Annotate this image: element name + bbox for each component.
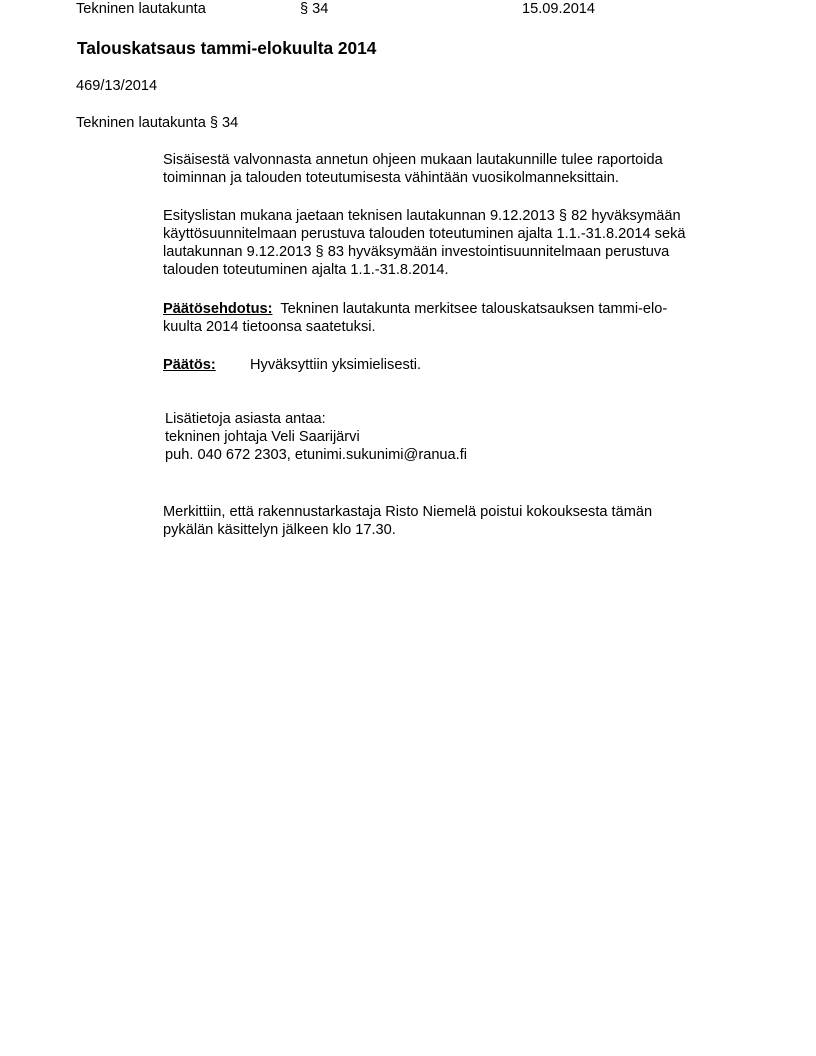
proposal-text: Tekninen lautakunta merkitsee talouskatsauksen tammi-elo- [280, 301, 668, 317]
contact-phone-email: puh. 040 672 2303, etunimi.sukunimi@ranua.fi [165, 447, 468, 463]
proposal-text-continued: kuulta 2014 tietoonsa saatetuksi. [163, 319, 376, 335]
paragraph-line: Sisäisestä valvonnasta annetun ohjeen mukaan lautakunnille tulee raportoida [163, 152, 663, 168]
decision [163, 356, 216, 374]
paragraph-line: lautakunnan 9.12.2013 § 83 hyväksymään investointisuunnitelmaan perustuva [163, 244, 670, 260]
record-number: 469/13/2014 [76, 78, 158, 94]
header-date: 15.09.2014 [522, 1, 596, 17]
paragraph-line: käyttösuunnitelmaan perustuva talouden toteutuminen ajalta 1.1.-31.8.2014 sekä [163, 226, 686, 242]
header-section: § 34 [300, 1, 329, 17]
note-line: Merkittiin, että rakennustarkastaja Risto Niemelä poistui kokouksesta tämän [163, 504, 653, 520]
decision-text: Hyväksyttiin yksimielisesti. [250, 357, 422, 373]
contact-person: tekninen johtaja Veli Saarijärvi [165, 429, 360, 445]
paragraph-intro [163, 151, 753, 187]
paragraph-attachment [163, 207, 753, 279]
committee-reference: Tekninen lautakunta § 34 [76, 115, 239, 131]
paragraph-line: Esityslistan mukana jaetaan teknisen lautakunnan 9.12.2013 § 82 hyväksymään [163, 208, 681, 224]
header-committee: Tekninen lautakunta [76, 1, 206, 17]
proposal-label: Päätösehdotus: [163, 301, 273, 317]
decision-label: Päätös: [163, 357, 216, 373]
document-title: Talouskatsaus tammi-elokuulta 2014 [77, 38, 377, 58]
decision-proposal [163, 300, 753, 336]
paragraph-line: talouden toteutuminen ajalta 1.1.-31.8.2014. [163, 262, 449, 278]
paragraph-line: toiminnan ja talouden toteutumisesta vähintään vuosikolmanneksittain. [163, 170, 619, 186]
note-line: pykälän käsittelyn jälkeen klo 17.30. [163, 522, 396, 538]
contact-info [165, 410, 755, 464]
contact-heading: Lisätietoja asiasta antaa: [165, 411, 326, 427]
minutes-note [163, 503, 753, 539]
